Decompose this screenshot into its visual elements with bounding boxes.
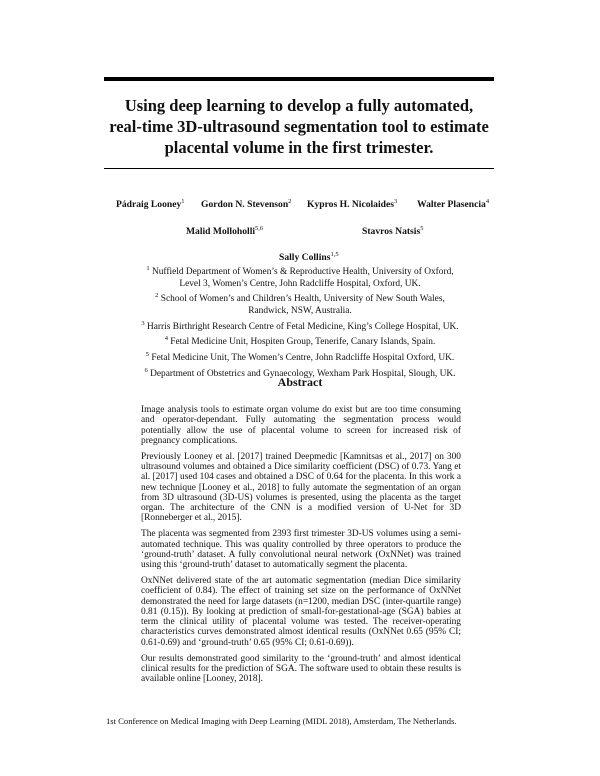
author: Gordon N. Stevenson$^2$ <box>201 198 292 211</box>
title-line: Using deep learning to develop a fully automated, <box>124 96 474 115</box>
affiliation: $^3$ Harris Birthright Research Centre of Fetal Medicine, King’s College Hospital, UK. <box>141 319 459 332</box>
author: Kypros H. Nicolaides$^3$ <box>307 198 398 211</box>
abstract-paragraph: Previously Looney et al. [2017] trained Deepmedic [Kamnitsas et al., 2017] on 300 ultrasound volumes and obtained a Dice similarity coefficient (DSC) of 0.73. Yang et al. [2017] used 104 cases and obtained a DSC of 0.64 for the placenta. In this work a new technique [Looney et al., 2018] to fully automate the segmentation of an organ from 3D ultrasound (3D-US) volumes is presented, using the placenta as the target organ. The architecture of the CNN is a modified version of U-Net for 3D [Ronneberger et al., 2015]. <box>141 451 461 524</box>
affiliation-list <box>120 263 480 381</box>
title-line: real-time 3D-ultrasound segmentation tool to estimate <box>109 117 489 136</box>
abstract-paragraph: The placenta was segmented from 2393 first trimester 3D-US volumes using a semi-automated technique. This was quality controlled by three operators to produce the ‘ground-truth’ dataset. A fully convolutional neural network (OxNNet) was trained using this ‘ground-truth’ dataset to automatically segment the placenta. <box>141 529 461 571</box>
title-line: placental volume in the first trimester. <box>164 138 434 157</box>
title-bottom-rule <box>104 168 494 169</box>
author: Sally Collins$^{1,5}$ <box>279 251 339 264</box>
title-top-rule <box>104 77 494 81</box>
author: Walter Plasencia$^4$ <box>417 198 490 211</box>
affiliation: $^5$ Fetal Medicine Unit, The Women’s Centre, John Radcliffe Hospital Oxford, UK. <box>145 351 455 364</box>
author: Malid Molloholli$^{5,6}$ <box>186 225 264 238</box>
affiliation: $^2$ School of Women’s and Children’s Health, University of New South Wales, <box>155 292 445 305</box>
affiliation: $^6$ Department of Obstetrics and Gynaecology, Wexham Park Hospital, Slough, UK. <box>144 366 456 379</box>
affiliation: $^1$ Nuffield Department of Women’s & Reproductive Health, University of Oxford, <box>146 265 454 278</box>
affiliation: $^4$ Fetal Medicine Unit, Hospiten Group, Tenerife, Canary Islands, Spain. <box>164 335 436 348</box>
author: Pádraig Looney$^1$ <box>116 198 185 211</box>
abstract-paragraph: Our results demonstrated good similarity to the ‘ground-truth’ and almost identical clinical results for the prediction of SGA. The software used to obtain these results is available online [Looney, 2018]. <box>141 653 461 685</box>
paper-title <box>104 95 494 158</box>
abstract-paragraph: Image analysis tools to estimate organ volume do exist but are too time consuming and operator-dependant. Fully automating the segmentation process would potentially allow the use of placental volume to screen for increased risk of pregnancy complications. <box>141 405 461 446</box>
abstract-body <box>141 405 461 690</box>
conference-footnote: 1st Conference on Medical Imaging with Deep Learning (MIDL 2018), Amsterdam, The Netherlands. <box>106 716 457 726</box>
affiliation: Randwick, NSW, Australia. <box>248 306 352 317</box>
affiliation: Level 3, Women’s Centre, John Radcliffe Hospital, Oxford, UK. <box>179 278 421 289</box>
abstract-heading: Abstract <box>277 375 323 389</box>
author: Stavros Natsis$^5$ <box>362 225 424 238</box>
abstract-paragraph: OxNNet delivered state of the art automatic segmentation (median Dice similarity coefficient of 0.84). The effect of training set size on the performance of OxNNet demonstrated the need for large datasets (n=1200, median DSC (inter-quartile range) 0.81 (0.15)). By looking at prediction of small-for-gestational-age (SGA) babies at term the clinical utility of placental volume was tested. The receiver-operating characteristics curves demonstrated almost identical results (OxNNet 0.65 (95% CI; 0.61-0.69) and ‘ground-truth’ 0.65 (95% CI; 0.61-0.69)). <box>141 575 461 648</box>
